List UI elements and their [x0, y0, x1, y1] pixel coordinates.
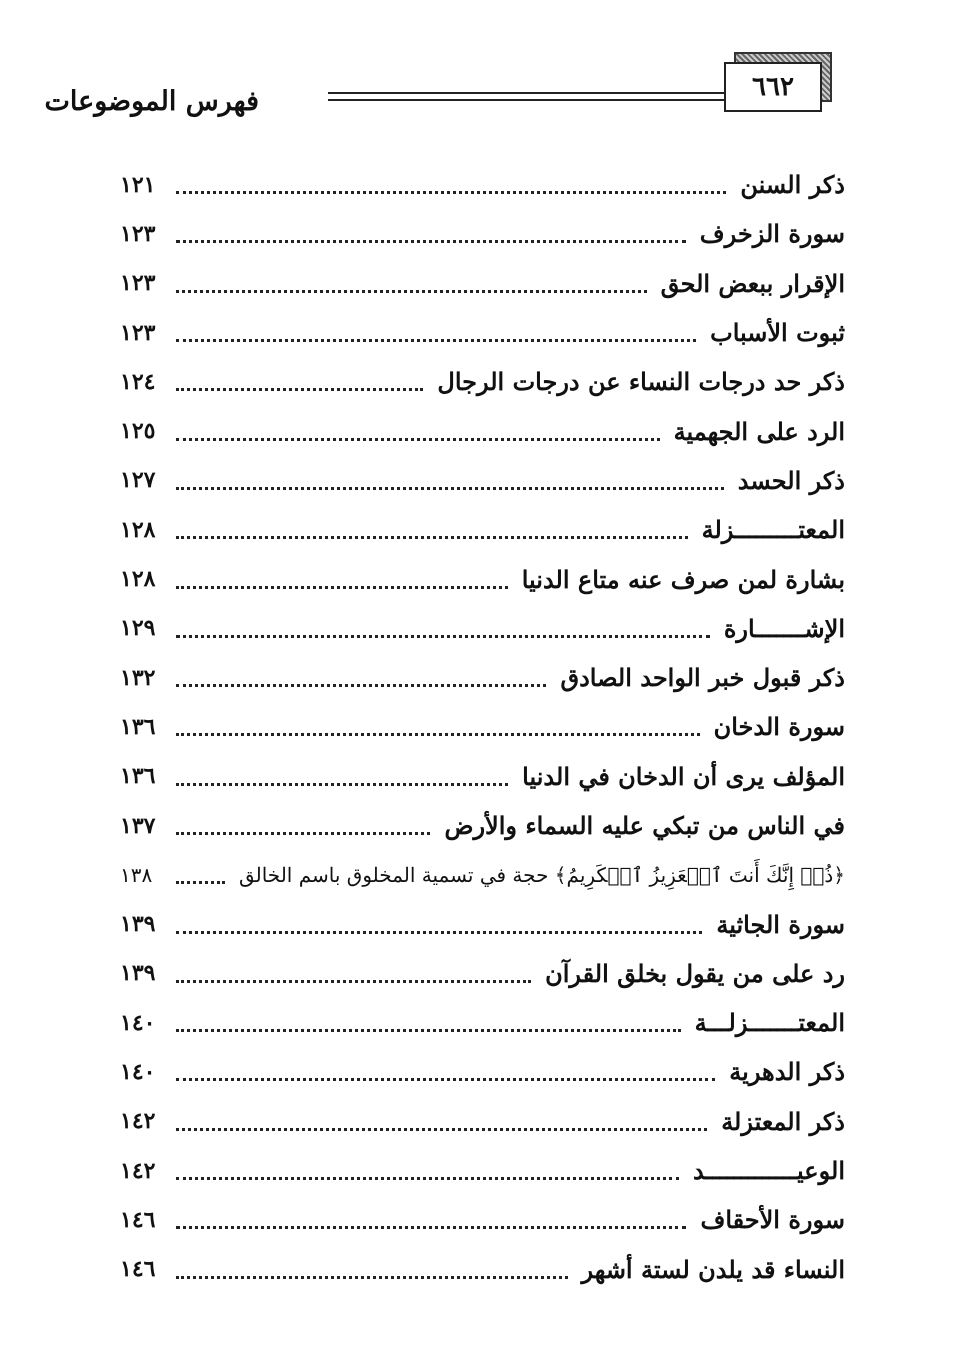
toc-entry [120, 1047, 845, 1096]
dot-leader [176, 1226, 686, 1229]
toc-entry-title: سورة الزخرف [699, 219, 845, 249]
toc-entry-page: ١٤٢ [120, 1108, 156, 1135]
dot-leader [176, 980, 531, 983]
dot-leader [176, 388, 423, 391]
toc-entry-title: رد على من يقول بخلق القرآن [545, 958, 845, 988]
toc-entry-page: ١٢١ [120, 171, 156, 198]
dot-leader [176, 1128, 707, 1131]
toc-entry-page: ١٣٩ [120, 960, 156, 987]
toc-entry [120, 308, 845, 357]
toc-entry [120, 850, 845, 899]
dot-leader [176, 733, 700, 736]
toc-entry-page: ١٤٦ [120, 1256, 156, 1283]
toc-entry-title: ثبوت الأسباب [710, 318, 845, 348]
toc-entry-page: ١٢٣ [120, 220, 156, 247]
dot-leader [176, 290, 647, 293]
dot-leader [176, 635, 710, 638]
toc-entry-title: في الناس من تبكي عليه السماء والأرض [444, 811, 845, 840]
dot-leader [176, 931, 702, 934]
toc-entry-title: ذكر الدهرية [729, 1057, 845, 1087]
dot-leader [176, 438, 660, 441]
dot-leader [176, 487, 724, 490]
toc-entry-page: ١٢٥ [120, 418, 156, 445]
dot-leader [176, 1276, 568, 1279]
toc-entry-page: ١٢٧ [120, 467, 156, 494]
toc-entry-page: ١٣٦ [120, 763, 156, 790]
dot-leader [176, 191, 726, 194]
dot-leader [176, 586, 508, 589]
table-of-contents [120, 160, 845, 1294]
toc-entry-page: ١٢٣ [120, 319, 156, 346]
toc-entry-title: ذكر حد درجات النساء عن درجات الرجال [437, 367, 845, 397]
toc-entry [120, 209, 845, 258]
toc-entry-page: ١٤٠ [120, 1009, 156, 1036]
toc-entry [120, 604, 845, 653]
toc-entry-page: ١٤٠ [120, 1058, 156, 1085]
toc-entry-page: ١٣٧ [120, 812, 156, 839]
toc-entry-title: المعتـــــــــزلة [701, 515, 845, 545]
dot-leader [176, 783, 508, 786]
toc-entry [120, 653, 845, 702]
dot-leader [176, 684, 546, 687]
dot-leader [176, 1177, 679, 1180]
toc-entry-page: ١٢٨ [120, 566, 156, 593]
toc-entry-title: ذكر المعتزلة [721, 1106, 845, 1136]
toc-entry-title: النساء قد يلدن لستة أشهر [581, 1254, 845, 1284]
toc-entry [120, 554, 845, 603]
toc-entry-title: ذكر السنن [740, 170, 845, 200]
dot-leader [176, 1078, 715, 1081]
toc-entry [120, 357, 845, 406]
toc-entry [120, 456, 845, 505]
toc-entry [120, 406, 845, 455]
toc-entry-page: ١٣٩ [120, 911, 156, 938]
toc-entry-title: المعتـــــــزلـــة [694, 1008, 845, 1038]
toc-entry-page: ١٢٨ [120, 516, 156, 543]
toc-entry-title: الإقرار ببعض الحق [660, 268, 845, 298]
toc-entry [120, 998, 845, 1047]
toc-entry [120, 702, 845, 751]
toc-entry [120, 1097, 845, 1146]
toc-entry-page: ١٤٢ [120, 1157, 156, 1184]
toc-entry-page: ١٢٩ [120, 615, 156, 642]
toc-entry-title: الإشـــــــارة [723, 613, 845, 643]
dot-leader [176, 339, 696, 342]
toc-entry-title: بشارة لمن صرف عنه متاع الدنيا [521, 564, 845, 594]
toc-entry [120, 1245, 845, 1294]
toc-entry-page: ١٣٢ [120, 664, 156, 691]
dot-leader [176, 881, 225, 884]
dot-leader [176, 240, 686, 243]
toc-entry [120, 949, 845, 998]
dot-leader [176, 536, 688, 539]
toc-entry [120, 505, 845, 554]
toc-entry-title: ذكر الحسد [737, 465, 845, 495]
toc-entry-page: ١٣٦ [120, 713, 156, 740]
running-header-title: فهرس الموضوعات [44, 86, 259, 117]
toc-entry-page: ١٢٣ [120, 270, 156, 297]
toc-entry [120, 1195, 845, 1244]
toc-entry-page: ١٢٤ [120, 368, 156, 395]
toc-entry-title: الرد على الجهمية [673, 416, 845, 446]
toc-entry-title: ذكر قبول خبر الواحد الصادق [560, 663, 845, 693]
page-number: ٦٦٢ [724, 62, 822, 112]
toc-entry [120, 160, 845, 209]
toc-entry [120, 1146, 845, 1195]
toc-entry-title: سورة الأحقاف [700, 1205, 845, 1235]
toc-entry [120, 752, 845, 801]
toc-entry [120, 801, 845, 850]
header-rule [328, 92, 724, 101]
toc-entry-page: ١٤٦ [120, 1206, 156, 1233]
toc-entry-title: سورة الدخان [713, 712, 845, 742]
toc-entry-title: ﴿ذُقۡ إِنَّكَ أَنتَ ٱلۡعَزِيزُ ٱلۡكَرِيمُ﴾ حجة في تسمية المخلوق باسم الخالق [238, 862, 845, 887]
toc-entry-title: الوعيـــــــــــــد [693, 1156, 845, 1186]
toc-entry-title: المؤلف يرى أن الدخان في الدنيا [522, 761, 845, 791]
dot-leader [176, 1029, 681, 1032]
toc-entry [120, 899, 845, 948]
toc-entry [120, 259, 845, 308]
toc-entry-page: ١٣٨ [120, 862, 153, 887]
dot-leader [176, 832, 430, 835]
toc-entry-title: سورة الجاثية [716, 909, 845, 939]
